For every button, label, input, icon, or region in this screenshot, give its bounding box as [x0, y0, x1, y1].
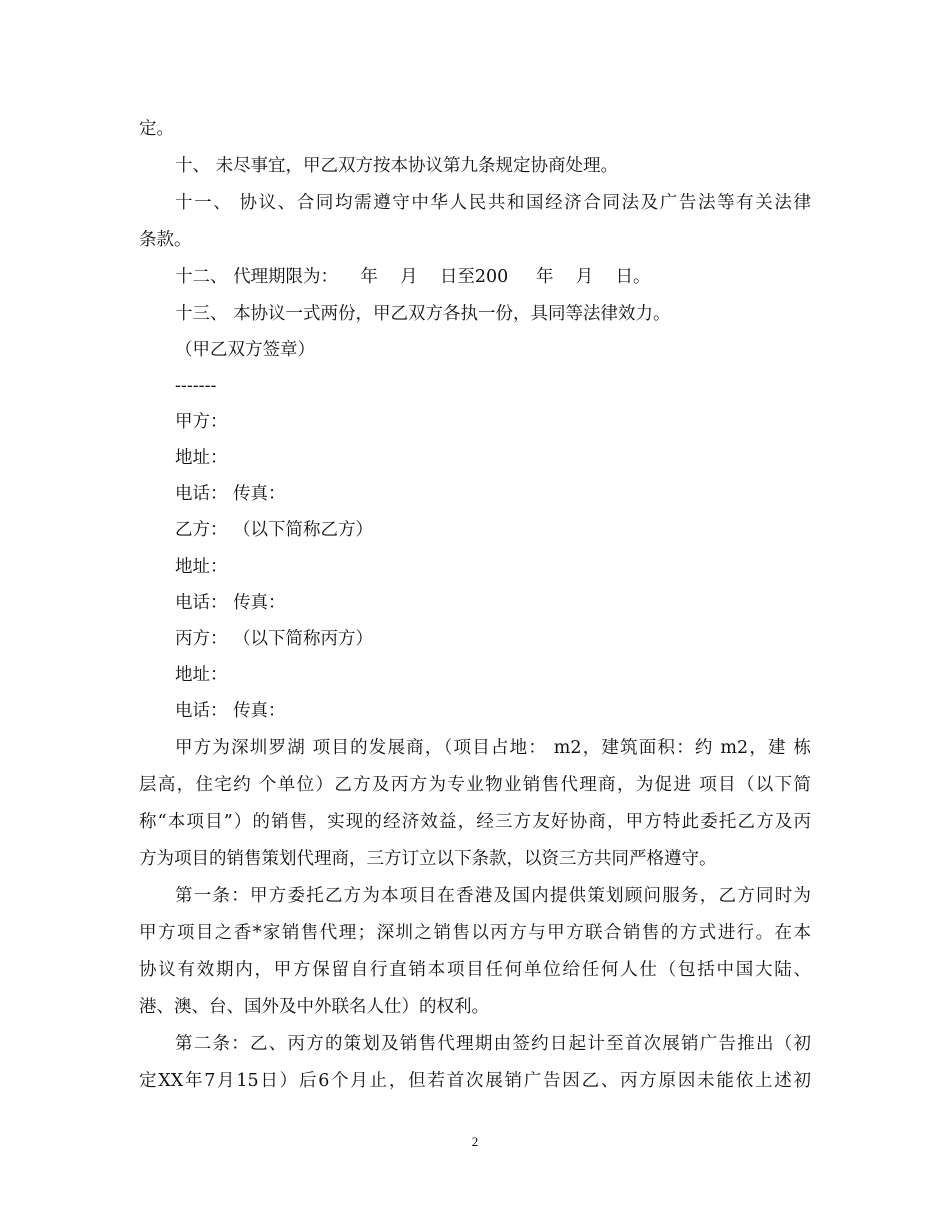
address-label: 地址： [175, 665, 228, 685]
article-1-line: 甲方项目之香*家销售代理；深圳之销售以丙方与甲方联合销售的方式进行。在本 [139, 923, 811, 943]
clause-11: 十一、 协议、合同均需遵守中华人民共和国经济合同法及广告法等有关法律 [175, 193, 811, 213]
address-label: 地址： [175, 557, 228, 577]
preamble-line: 称“本项目”）的销售，实现的经济效益，经三方友好协商，甲方特此委托乙方及丙 [139, 812, 811, 832]
signature-heading: （甲乙双方签章） [175, 340, 315, 360]
preamble-line: 甲方为深圳罗湖 项目的发展商，（项目占地： m2，建筑面积：约 m2，建 栋 [175, 738, 811, 758]
preamble-line: 方为项目的销售策划代理商，三方订立以下条款，以资三方共同严格遵守。 [139, 849, 717, 869]
preamble-line: 层高，住宅约 个单位）乙方及丙方为专业物业销售代理商，为促进 项目（以下简 [139, 775, 811, 795]
text-line: 定。 [139, 119, 174, 139]
party-a-label: 甲方： [175, 412, 228, 432]
article-2-line: 第二条：乙、丙方的策划及销售代理期由签约日起计至首次展销广告推出（初 [175, 1034, 811, 1054]
text-line: 条款。 [139, 230, 192, 250]
clause-10: 十、 未尽事宜，甲乙双方按本协议第九条规定协商处理。 [175, 156, 619, 176]
article-2-line: 定XX年7月15日）后6个月止，但若首次展销广告因乙、丙方原因未能依上述初 [139, 1071, 811, 1091]
party-c-label: 丙方： （以下简称丙方） [175, 629, 374, 649]
phone-fax-label: 电话： 传真： [175, 593, 286, 613]
page-number: 2 [471, 1134, 479, 1149]
phone-fax-label: 电话： 传真： [175, 484, 286, 504]
party-b-label: 乙方： （以下简称乙方） [175, 520, 374, 540]
address-label: 地址： [175, 448, 228, 468]
article-1-line: 第一条：甲方委托乙方为本项目在香港及国内提供策划顾问服务，乙方同时为 [175, 886, 811, 906]
article-1-line: 协议有效期内，甲方保留自行直销本项目任何单位给任何人仕（包括中国大陆、 [139, 960, 811, 980]
clause-13: 十三、 本协议一式两份，甲乙双方各执一份，具同等法律效力。 [175, 304, 671, 324]
article-1-line: 港、澳、台、国外及中外联名人仕）的权利。 [139, 997, 489, 1017]
clause-12: 十二、 代理期限为： 年 月 日至200 年 月 日。 [175, 267, 651, 287]
phone-fax-label: 电话： 传真： [175, 701, 286, 721]
separator-dashes: ------- [175, 376, 217, 396]
